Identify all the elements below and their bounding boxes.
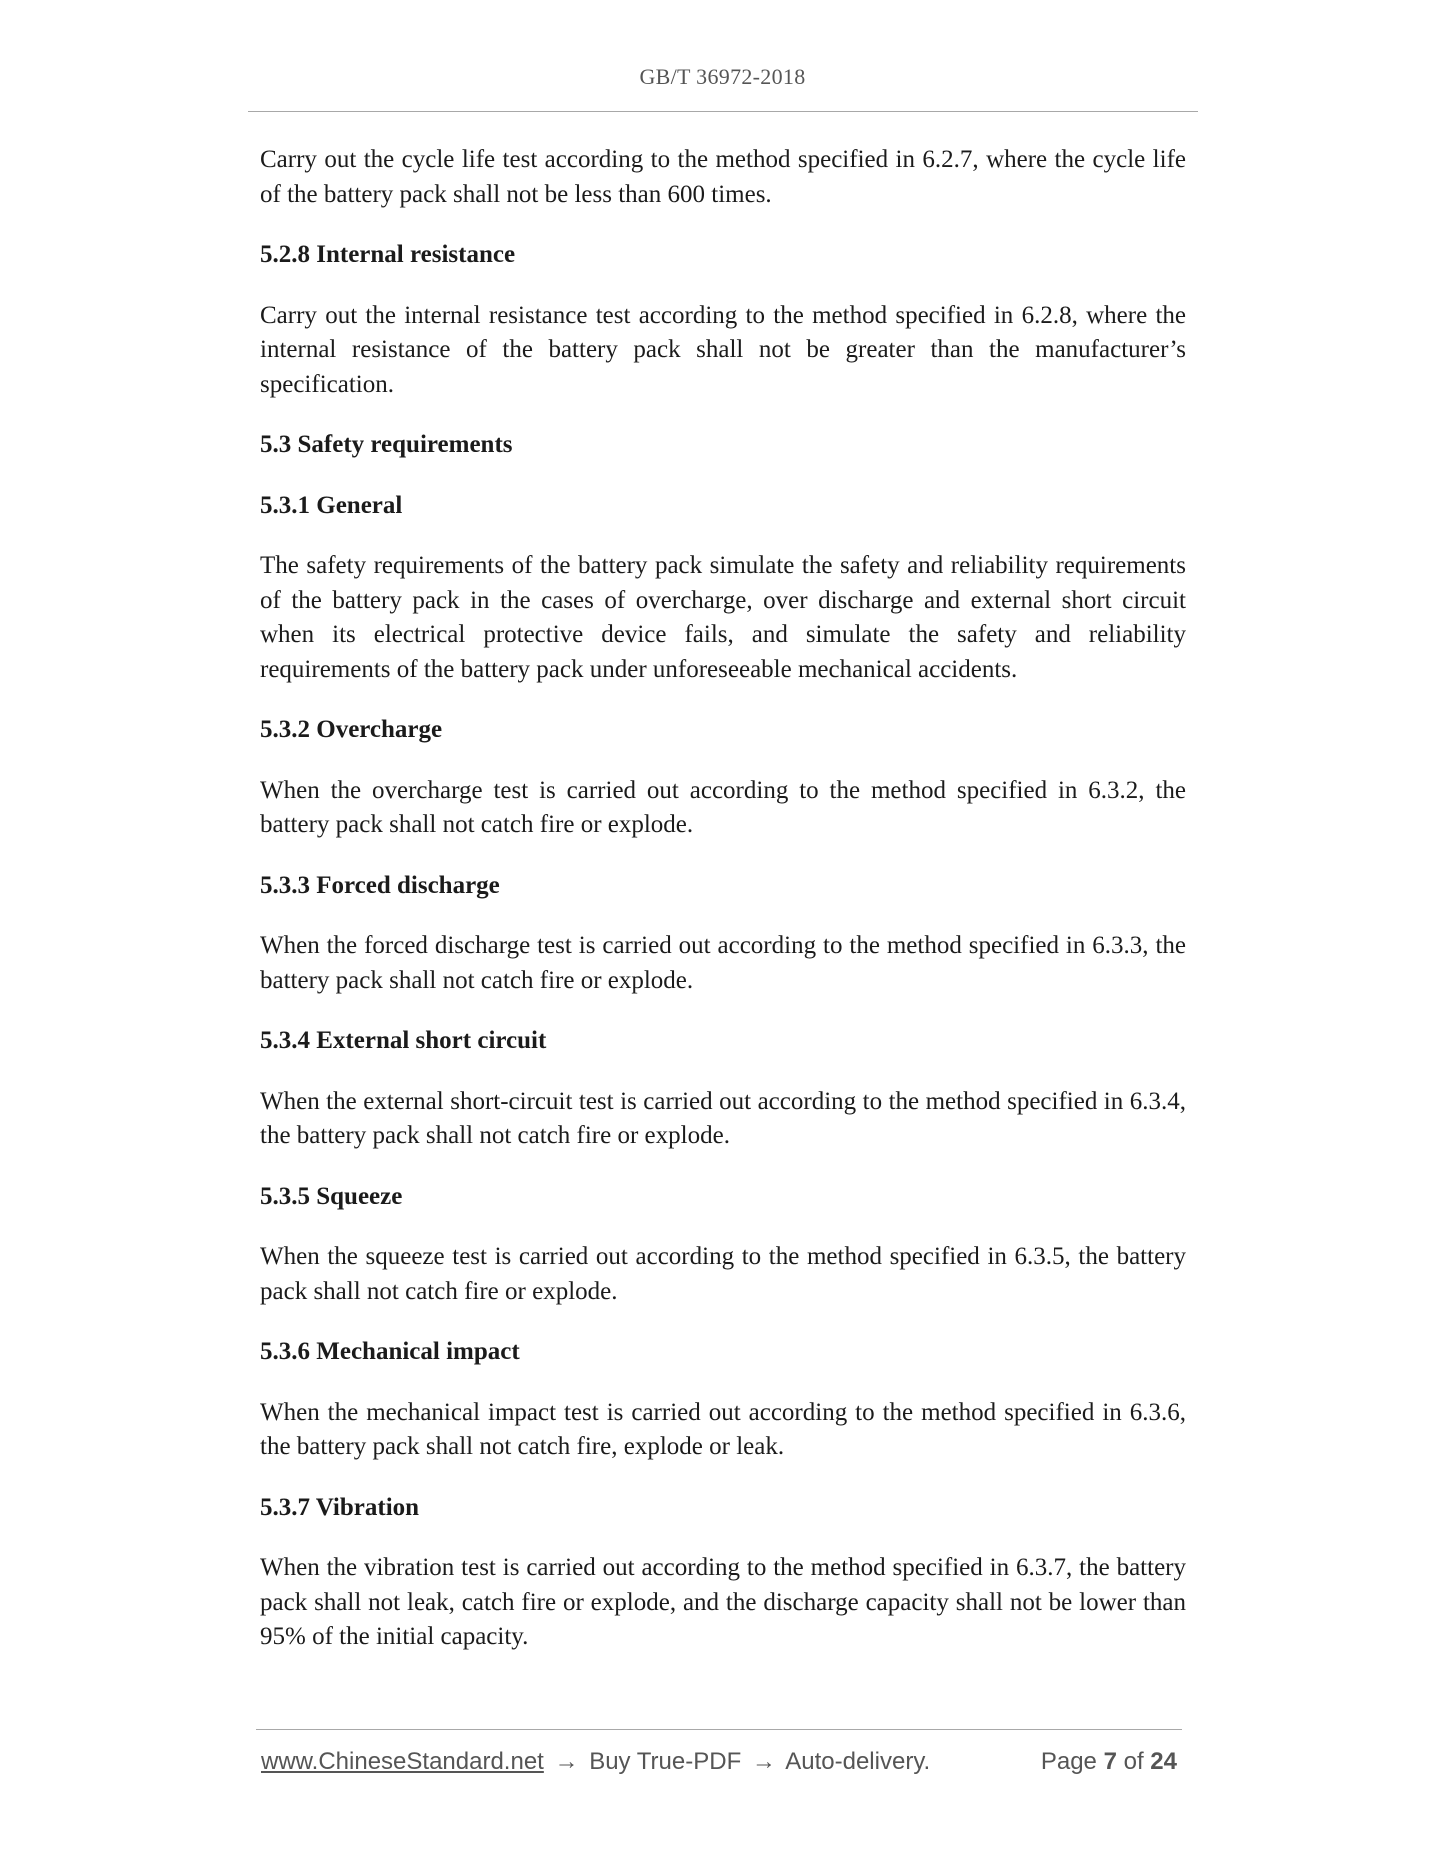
paragraph-vibration: When the vibration test is carried out according to the method specified in 6.3.7, the battery pack shall not leak, catch fire or explode, and the discharge capacity shall not be lower than 95% of the initial capacity. bbox=[260, 1554, 1186, 1650]
page-header: GB/T 36972-2018 bbox=[639, 64, 806, 89]
heading-internal-resistance: 5.2.8 Internal resistance bbox=[260, 241, 516, 268]
paragraph-forced-discharge: When the forced discharge test is carried out according to the method specified in 6.3.3, the battery pack shall not catch fire or explode. bbox=[260, 932, 1186, 994]
auto-delivery-text: Auto-delivery. bbox=[785, 1748, 931, 1775]
buy-true-pdf-link[interactable]: Buy True-PDF bbox=[589, 1748, 742, 1775]
paragraph-internal-resistance: Carry out the internal resistance test according to the method specified in 6.2.8, where the internal resistance of the battery pack shall not be greater than the manufacturer’s specification. bbox=[260, 301, 1186, 398]
paragraph-general: The safety requirements of the battery pack simulate the safety and reliability requirements of the battery pack in the cases of overcharge, over discharge and external short circuit when its electrical protective device fails, and simulate the safety and reliability requirements of the battery pack under unforeseeable mechanical accidents. bbox=[260, 552, 1186, 683]
heading-overcharge: 5.3.2 Overcharge bbox=[260, 716, 443, 743]
heading-forced-discharge: 5.3.3 Forced discharge bbox=[260, 871, 500, 899]
arrow-right-icon: → bbox=[751, 1748, 776, 1775]
heading-mechanical-impact: 5.3.6 Mechanical impact bbox=[260, 1338, 520, 1365]
heading-safety-requirements: 5.3 Safety requirements bbox=[260, 431, 513, 458]
site-link[interactable]: www.ChineseStandard.net bbox=[261, 1748, 544, 1775]
heading-external-short-circuit: 5.3.4 External short circuit bbox=[260, 1027, 547, 1054]
page-current: 7 bbox=[1103, 1748, 1117, 1775]
page-footer bbox=[261, 1748, 1181, 1776]
heading-squeeze: 5.3.5 Squeeze bbox=[260, 1182, 403, 1210]
paragraph-overcharge: When the overcharge test is carried out according to the method specified in 6.3.2, the battery pack shall not catch fire or explode. bbox=[260, 776, 1186, 838]
paragraph-cycle-life: Carry out the cycle life test according to the method specified in 6.2.7, where the cycle life of the battery pack shall not be less than 600 times. bbox=[260, 146, 1186, 208]
heading-general: 5.3.1 General bbox=[260, 491, 403, 519]
page-total: 24 bbox=[1150, 1748, 1177, 1775]
page-label: Page bbox=[1040, 1748, 1097, 1775]
footer-divider bbox=[256, 1729, 1182, 1730]
paragraph-squeeze: When the squeeze test is carried out according to the method specified in 6.3.5, the battery pack shall not catch fire or explode. bbox=[260, 1243, 1186, 1305]
arrow-right-icon: → bbox=[554, 1748, 579, 1775]
header-divider bbox=[248, 111, 1198, 112]
page-indicator bbox=[1041, 1748, 1177, 1776]
page-of-label: of bbox=[1123, 1748, 1144, 1775]
document-body bbox=[260, 143, 1186, 1681]
heading-vibration: 5.3.7 Vibration bbox=[260, 1493, 420, 1521]
paragraph-external-short-circuit: When the external short-circuit test is carried out according to the method specified in 6.3.4, the battery pack shall not catch fire or explode. bbox=[260, 1087, 1186, 1149]
paragraph-mechanical-impact: When the mechanical impact test is carried out according to the method specified in 6.3.6, the battery pack shall not catch fire, explode or leak. bbox=[260, 1398, 1186, 1460]
